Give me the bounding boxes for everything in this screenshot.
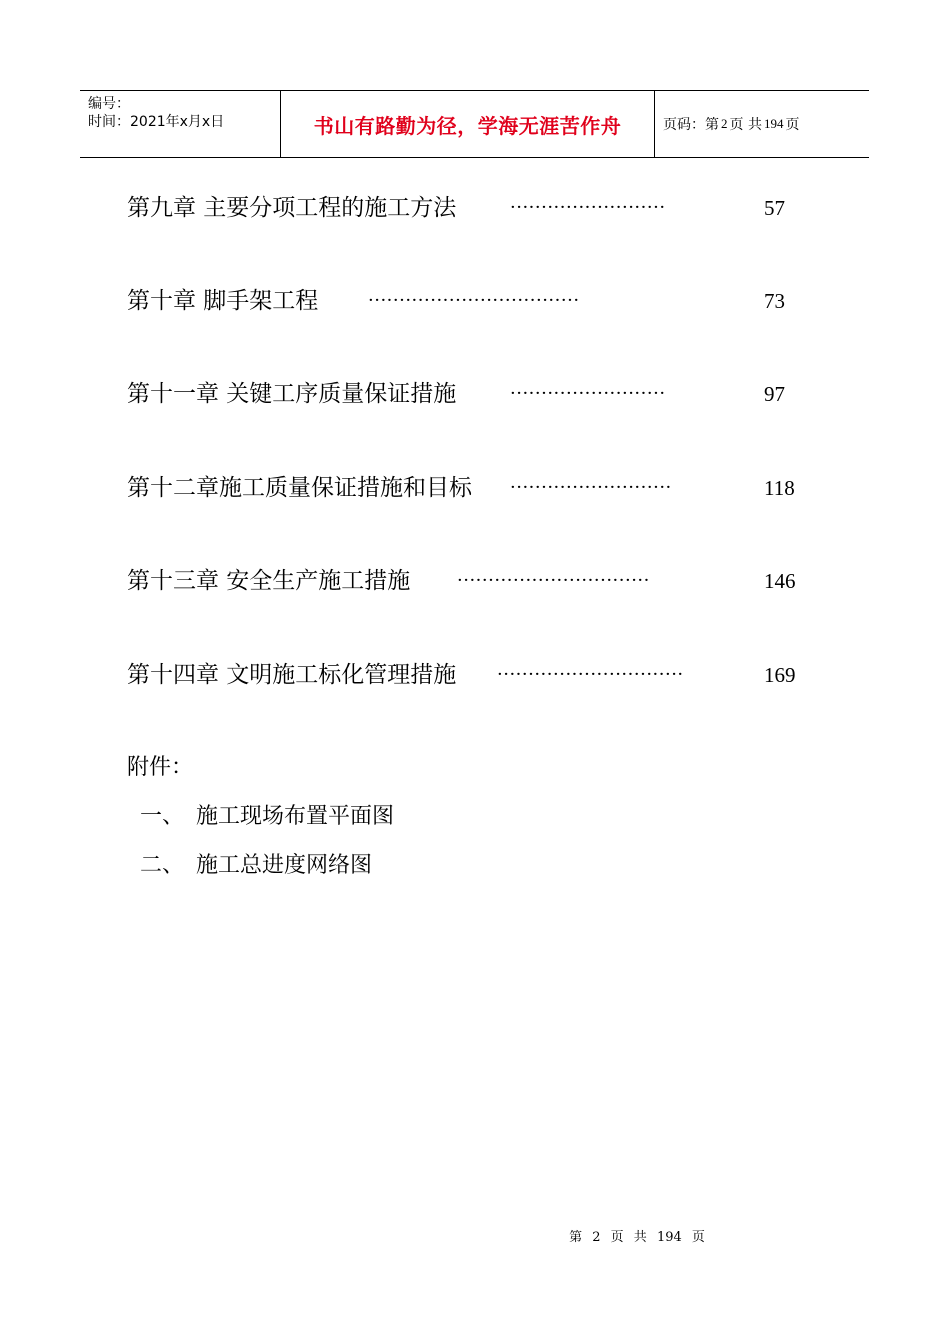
toc-entry[interactable]	[127, 376, 827, 412]
toc-entry-leader: ······························	[497, 664, 684, 685]
toc-entry-page: 146	[764, 569, 796, 593]
footer-word: 共	[633, 1230, 647, 1245]
page-prefix: 页码：第	[663, 117, 719, 133]
footer-page-total: 194	[656, 1230, 682, 1245]
toc-entry-leader: ··························	[510, 477, 672, 498]
toc-entry-page: 97	[764, 382, 785, 406]
footer-word: 页	[610, 1230, 624, 1245]
toc-entry-leader: ··································	[368, 290, 580, 311]
page-total: 194	[763, 116, 784, 131]
footer-word: 第	[569, 1230, 583, 1245]
toc-entry-title: 第十章 脚手架工程	[127, 288, 319, 314]
toc-entry-leader: ·······························	[457, 570, 650, 591]
attachments-heading: 附件：	[127, 755, 194, 780]
toc-entry-leader: ·························	[510, 197, 666, 218]
page-footer	[0, 1226, 950, 1245]
toc-entry[interactable]	[127, 283, 827, 319]
toc-entry-title: 第十一章 关键工序质量保证措施	[127, 381, 457, 407]
toc-entry[interactable]	[127, 190, 827, 226]
attachment-label: 施工现场布置平面图	[196, 804, 395, 829]
footer-word: 页	[691, 1230, 705, 1245]
page-header	[80, 90, 869, 158]
attachment-ordinal: 一、	[140, 804, 185, 829]
header-meta	[88, 95, 224, 131]
footer-page-current: 2	[592, 1230, 601, 1245]
header-motto: 书山有路勤为径，学海无涯苦作舟	[313, 113, 622, 138]
toc-entry-title: 第十二章施工质量保证措施和目标	[127, 475, 472, 501]
toc-entry[interactable]	[127, 563, 827, 599]
toc-entry[interactable]	[127, 470, 827, 506]
toc-entry-page: 73	[764, 289, 785, 313]
page-mid: 页 共	[729, 117, 762, 133]
header-divider	[654, 91, 655, 157]
attachment-ordinal: 二、	[140, 853, 185, 878]
date-label: 时间：2021年x月x日	[88, 114, 225, 130]
page-suffix: 页	[785, 117, 800, 133]
toc-entry-title: 第十四章 文明施工标化管理措施	[127, 662, 457, 688]
page-current: 2	[721, 116, 728, 131]
attachment-item[interactable]	[140, 801, 394, 833]
header-page-info	[663, 91, 799, 157]
attachment-item[interactable]	[140, 850, 372, 882]
toc-entry-title: 第九章 主要分项工程的施工方法	[127, 195, 457, 221]
attachment-label: 施工总进度网络图	[196, 853, 373, 878]
toc-entry-page: 118	[764, 476, 795, 500]
toc-entry[interactable]	[127, 657, 827, 693]
toc-entry-page: 169	[764, 663, 796, 687]
toc-entry-title: 第十三章 安全生产施工措施	[127, 568, 411, 594]
serial-number-label: 编号：	[88, 96, 130, 112]
toc-entry-page: 57	[764, 196, 785, 220]
toc-entry-leader: ·························	[510, 383, 666, 404]
